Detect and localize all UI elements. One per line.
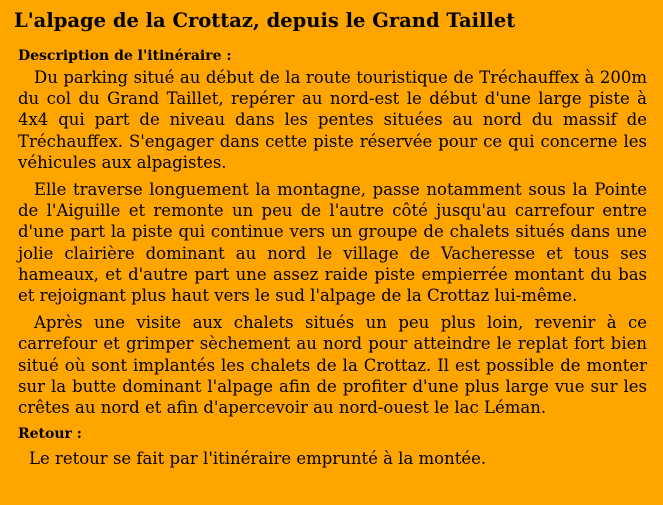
retour-heading: Retour : (18, 426, 82, 443)
description-paragraph-3: Après une visite aux chalets situés un peu plus loin, revenir à ce carrefour et grimper sèchement au nord pour atteindre le replat fort bien situé où sont implantés les chalets de la Crottaz. Il est possible de monter sur la butte dominant l'alpage afin de profiter d'une plus large vue sur les crêtes au nord et afin d'apercevoir au nord-ouest le lac Léman. (18, 313, 647, 418)
description-paragraph-2: Elle traverse longuement la montagne, passe notamment sous la Pointe de l'Aiguille et remonte un peu de l'autre côté jusqu'au carrefour entre d'une part la piste qui continue vers un groupe de chalets situés dans une jolie clairière dominant au nord le village de Vacheresse et tous ses hameaux, et d'autre part une assez raide piste empierrée montant du bas et rejoignant plus haut vers le sud l'alpage de la Crottaz lui-même. (18, 180, 647, 306)
description-paragraph-1: Du parking situé au début de la route touristique de Tréchauffex à 200m du col du Grand Taillet, repérer au nord-est le début d'une large piste à 4x4 qui part de niveau dans les pentes situées au nord du massif de Tréchauffex. S'engager dans cette piste réservée pour ce qui concerne les véhicules aux alpagistes. (18, 68, 647, 172)
page-title: L'alpage de la Crottaz, depuis le Grand Taillet (14, 9, 516, 32)
description-heading: Description de l'itinéraire : (18, 48, 232, 64)
retour-text: Le retour se fait par l'itinéraire emprunté à la montée. (29, 449, 487, 469)
